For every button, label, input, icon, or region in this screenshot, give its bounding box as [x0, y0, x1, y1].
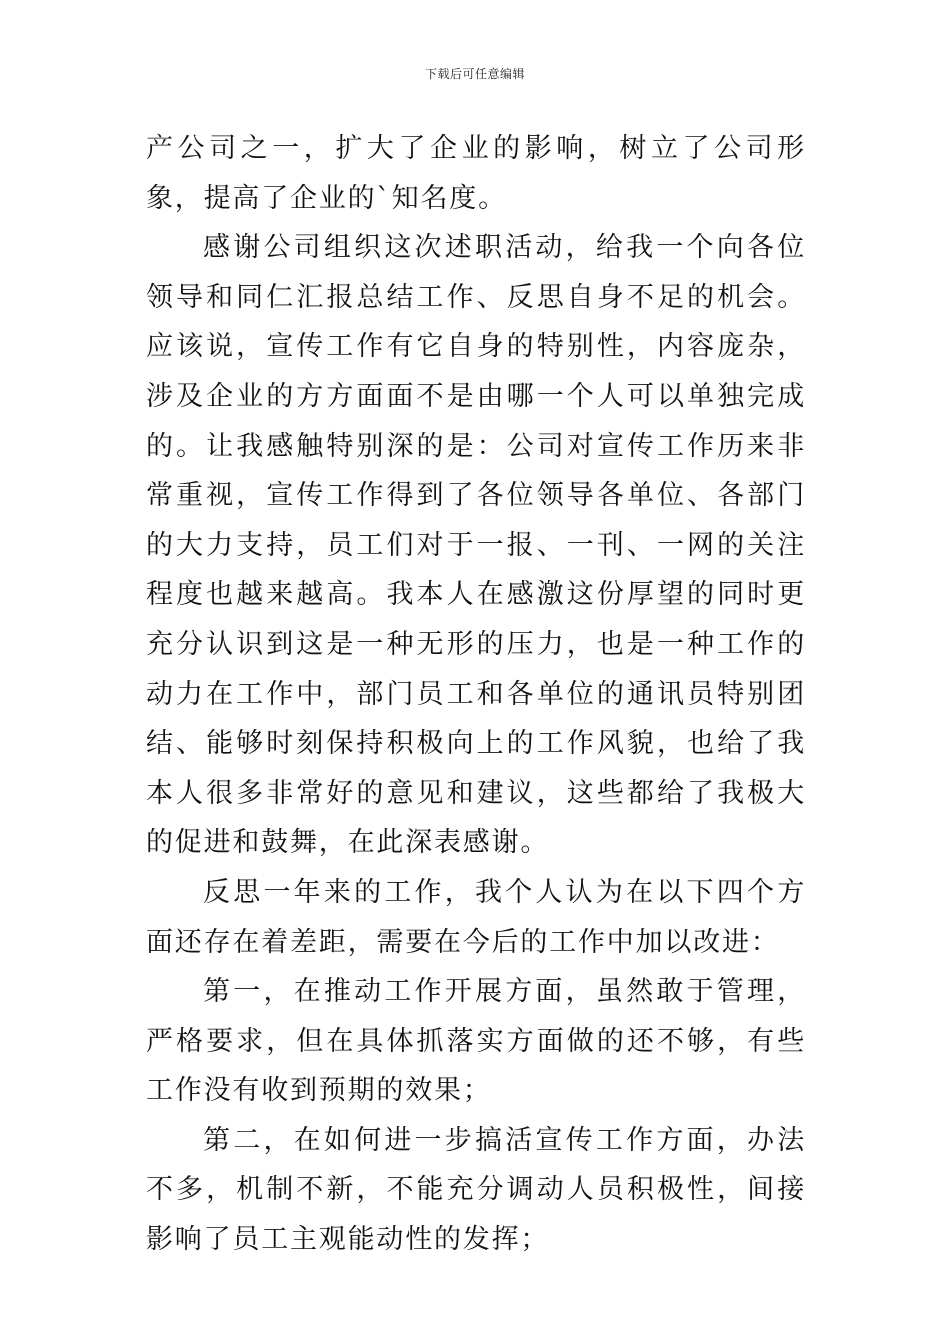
document-body	[146, 124, 806, 1265]
paragraph-5: 第二，在如何进一步搞活宣传工作方面，办法不多，机制不新，不能充分调动人员积极性，间接影响了员工主观能动性的发挥；	[146, 1124, 806, 1256]
paragraph-3: 反思一年来的工作，我个人认为在以下四个方面还存在着差距，需要在今后的工作中加以改进：	[146, 876, 806, 958]
page-header: 下载后可任意编辑	[424, 67, 525, 81]
paragraph-4: 第一，在推动工作开展方面，虽然敢于管理，严格要求，但在具体抓落实方面做的还不够，有些工作没有收到预期的效果；	[146, 976, 806, 1107]
paragraph-1: 产公司之一，扩大了企业的影响，树立了公司形象，提高了企业的`知名度。	[146, 133, 806, 214]
paragraph-2: 感谢公司组织这次述职活动，给我一个向各位领导和同仁汇报总结工作、反思自身不足的机会。应该说，宣传工作有它自身的特别性，内容庞杂，涉及企业的方方面面不是由哪一个人可以单独完成的。让我感触特别深的是：公司对宣传工作历来非常重视，宣传工作得到了各位领导各单位、各部门的大力支持，员工们对于一报、一刊、一网的关注程度也越来越高。我本人在感激这份厚望的同时更充分认识到这是一种无形的压力，也是一种工作的动力在工作中，部门员工和各单位的通讯员特别团结、能够时刻保持积极向上的工作风貌，也给了我本人很多非常好的意见和建议，这些都给了我极大的促进和鼓舞，在此深表感谢。	[146, 232, 806, 859]
